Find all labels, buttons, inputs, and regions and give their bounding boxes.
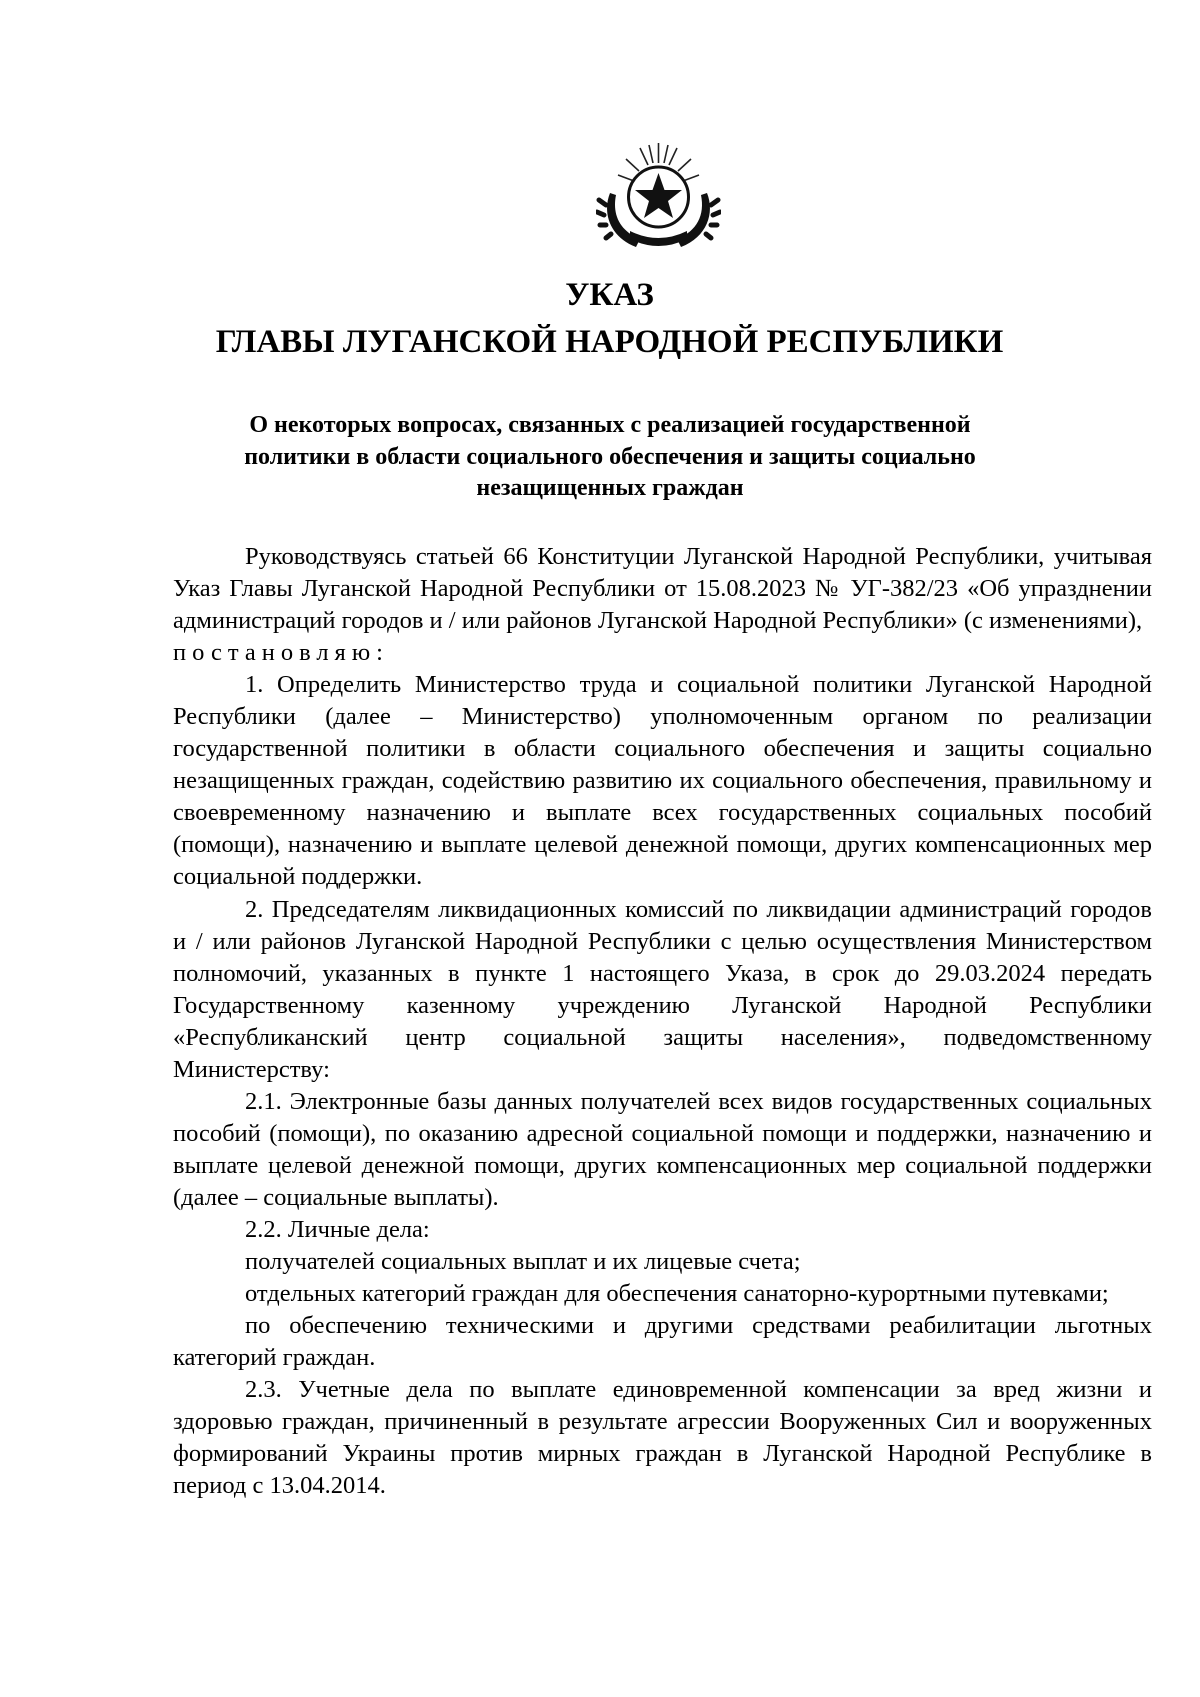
- decree-word: постановляю:: [173, 639, 389, 667]
- paragraph-2-2-item: отдельных категорий граждан для обеспечения санаторно-курортными путевками;: [245, 1280, 1109, 1308]
- paragraph-2: 2. Председателям ликвидационных комиссий по ликвидации администраций городов и / или районов Луганской Народной Республики с целью осуществления Министерством полномочий, указанных в пункте 1 настоящего Указа, в срок до 29.03.2024 передать Государственному казенному учреждению Луганской Народной Республики «Республиканский центр социальной защиты населения», подведомственному Министерству:: [173, 895, 1152, 1083]
- subject-line: О некоторых вопросах, связанных с реализацией государственной: [249, 412, 971, 438]
- decree-subject: [200, 410, 1020, 505]
- decree-title: УКАЗ: [565, 277, 654, 313]
- paragraph-2-2-item: получателей социальных выплат и их лицевые счета;: [245, 1248, 801, 1276]
- paragraph-2-3: 2.3. Учетные дела по выплате единовременной компенсации за вред жизни и здоровью граждан, причиненный в результате агрессии Вооруженных Сил и вооруженных формирований Украины против мирных граждан в Луганской Народной Республике в период с 13.04.2014.: [173, 1376, 1152, 1500]
- decree-body: [173, 541, 1152, 1502]
- paragraph-2-1: 2.1. Электронные базы данных получателей всех видов государственных социальных пособий (помощи), по оказанию адресной социальной помощи и поддержки, назначению и выплате целевой денежной помощи, других компенсационных мер социальной поддержки (далее – социальные выплаты).: [173, 1087, 1152, 1211]
- issuer-title: ГЛАВЫ ЛУГАНСКОЙ НАРОДНОЙ РЕСПУБЛИКИ: [215, 324, 1004, 360]
- paragraph-1: 1. Определить Министерство труда и социальной политики Луганской Народной Республики (далее – Министерство) уполномоченным органом по реализации государственной политики в области социального обеспечения и защиты социально незащищенных граждан, содействию развитию их социального обеспечения, правильному и своевременному назначению и выплате всех государственных социальных пособий (помощи), назначению и выплате целевой денежной помощи, других компенсационных мер социальной поддержки.: [173, 671, 1152, 891]
- subject-line: политики в области социального обеспечения и защиты социально: [244, 443, 976, 470]
- paragraph-2-2: 2.2. Личные дела:: [245, 1215, 430, 1243]
- preamble-paragraph: Руководствуясь статьей 66 Конституции Луганской Народной Республики, учитывая Указ Главы Луганской Народной Республики от 15.08.2023 № УГ-382/23 «Об упразднении администраций городов и / или районов Луганской Народной Республики» (с изменениями),: [173, 543, 1152, 635]
- coat-of-arms-icon: [596, 135, 721, 255]
- subject-line: незащищенных граждан: [476, 475, 744, 501]
- paragraph-2-2-item: по обеспечению техническими и другими средствами реабилитации льготных категорий граждан.: [173, 1312, 1152, 1372]
